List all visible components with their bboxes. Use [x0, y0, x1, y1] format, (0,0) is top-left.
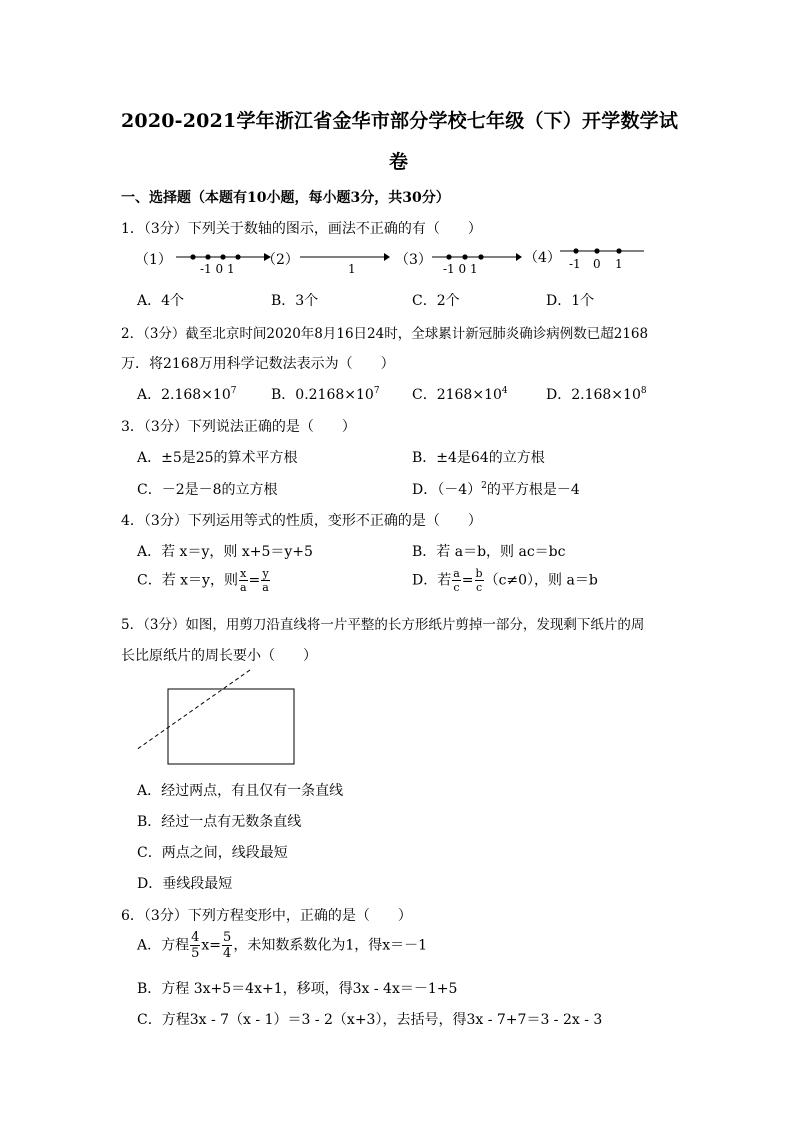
- q5-option-b: B．经过一点有无数条直线: [137, 814, 302, 830]
- axis-3-tick-labels: -1 0 1: [443, 262, 478, 276]
- q1-option-d: D．1个: [546, 293, 595, 309]
- question-2-stem-line2: 万．将2168万用科学记数法表示为（ ）: [121, 356, 395, 372]
- question-5-stem-line1: 5．（3分）如图，用剪刀沿直线将一片平整的长方形纸片剪掉一部分，发现剩下纸片的周: [121, 617, 645, 633]
- q4-option-b: B．若 a＝b，则 ac＝bc: [412, 544, 566, 560]
- q1-option-a: A．4个: [137, 293, 185, 309]
- q6-option-c: C．方程3x - 7（x - 1）＝3 - 2（x+3），去括号，得3x - 7+7＝3 - 2x - 3: [137, 1012, 603, 1028]
- q1-option-c: C．2个: [412, 293, 460, 309]
- q6-option-b: B．方程 3x+5＝4x+1，移项，得3x - 4x＝－1+5: [137, 981, 458, 997]
- q2-option-a: A．$2.168\times 10^7$: [137, 386, 237, 403]
- figure-label-3: （3）: [395, 252, 432, 268]
- q4-option-d: D．若 $\frac{a}{c}$ = $\frac{b}{c}$ （c≠0），则 a＝b: [412, 567, 598, 594]
- q5-option-d: D．垂线段最短: [137, 876, 233, 892]
- q4-option-a: A．若 x＝y，则 x+5＝y+5: [137, 544, 313, 560]
- q3-option-d: D．$(-4)^2$的平方根是－4: [412, 481, 580, 498]
- question-2-stem-line1: 2．（3分）截至北京时间2020年8月16日24时，全球累计新冠肺炎确诊病例数已超2168: [121, 326, 649, 342]
- figure-label-1: （1）: [135, 252, 172, 268]
- question-1-stem: 1．（3分）下列关于数轴的图示，画法不正确的有（ ）: [121, 221, 482, 237]
- question-6-stem: 6．（3分）下列方程变形中，正确的是（ ）: [121, 908, 412, 924]
- q3-option-b: B．±4是64的立方根: [412, 450, 545, 466]
- section-heading: 一、选择题（本题有10小题，每小题3分，共30分）: [121, 190, 450, 206]
- axis-2-tick-label: 1: [348, 262, 356, 276]
- question-5-stem-line2: 长比原纸片的周长要小（ ）: [121, 648, 317, 664]
- q6-option-a: A．方程 $\frac{4}{5}$ x= $\frac{5}{4}$ ，未知数系数化为1，得x＝－1: [137, 930, 428, 961]
- q2-option-b: B．$0.2168\times 10^7$: [271, 386, 380, 403]
- page-title-continued: 卷: [389, 151, 409, 173]
- question-3-stem: 3．（3分）下列说法正确的是（ ）: [121, 419, 356, 435]
- q3-option-c: C．－2是－8的立方根: [137, 482, 278, 498]
- axis-1-tick-labels: -1 0 1: [200, 262, 235, 276]
- q2-option-c: C．$2168\times 10^4$: [412, 386, 508, 403]
- question-4-stem: 4．（3分）下列运用等式的性质，变形不正确的是（ ）: [121, 513, 482, 529]
- axis-4-tick-1: 1: [615, 257, 623, 271]
- axis-4-tick-minus1: -1: [569, 257, 581, 271]
- number-axis-2: [300, 250, 390, 270]
- q5-option-c: C．两点之间，线段最短: [137, 845, 288, 861]
- q1-option-b: B．3个: [271, 293, 319, 309]
- q5-option-a: A．经过两点，有且仅有一条直线: [137, 783, 344, 799]
- q3-option-a: A．±5是25的算术平方根: [137, 450, 298, 466]
- page-title: 2020-2021学年浙江省金华市部分学校七年级（下）开学数学试: [121, 110, 679, 132]
- rectangle-cut-figure: [130, 670, 305, 770]
- figure-label-2: （2）: [262, 252, 299, 268]
- q2-option-d: D．$2.168\times 10^8$: [546, 386, 647, 403]
- figure-label-4: （4）: [524, 250, 561, 266]
- axis-4-tick-0: 0: [593, 257, 601, 271]
- q4-option-c: C．若 x＝y，则 $\frac{x}{a}$ = $\frac{y}{a}$: [137, 567, 269, 594]
